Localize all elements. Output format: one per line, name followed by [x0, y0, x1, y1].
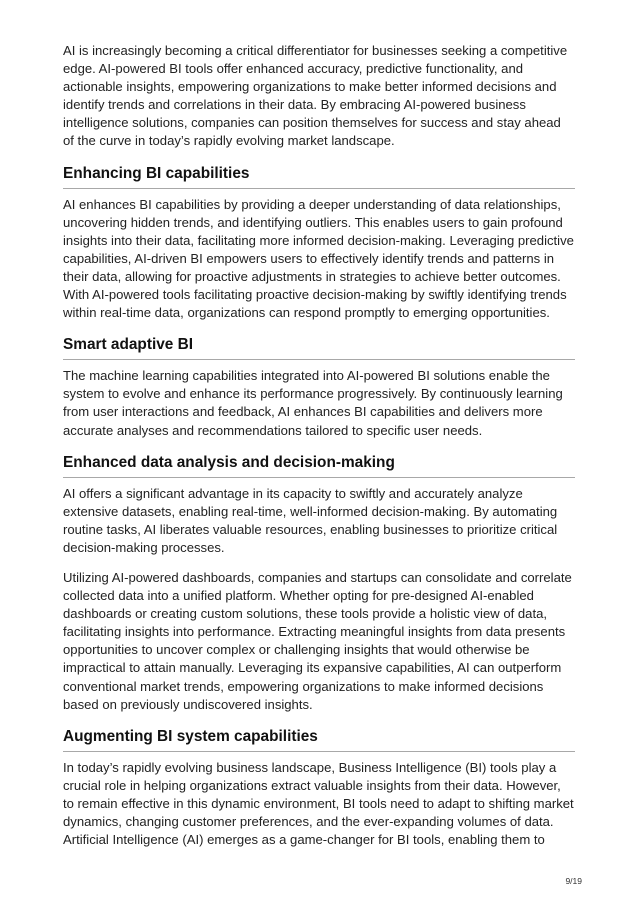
- section-paragraph: The machine learning capabilities integrated into AI-powered BI solutions enable the system to evolve and enhance its performance progressively. By continuously learning from user interactions and feedback, AI enhances BI capabilities and delivers more accurate analyses and recommendations tailored to specific user needs.: [63, 368, 563, 438]
- section-heading: Smart adaptive BI: [63, 335, 575, 360]
- section-enhancing-bi-capabilities: [63, 164, 575, 323]
- section-paragraph: Utilizing AI-powered dashboards, companies and startups can consolidate and correlate collected data into a unified platform. Whether opting for pre-designed AI-enabled dashboards or creating custom solutions, these tools provide a holistic view of data, facilitating insights into performance. Extracting meaningful insights from data presents opportunities to uncover complex or challenging insights that would otherwise be impractical to attain manually. Leveraging its expansive capabilities, AI can outperform conventional market trends, empowering organizations to make informed decisions based on previously undiscovered insights.: [63, 569, 572, 712]
- section-smart-adaptive-bi: [63, 335, 575, 439]
- document-page: [63, 42, 575, 849]
- intro-paragraph: AI is increasingly becoming a critical differentiator for businesses seeking a competitive edge. AI-powered BI tools offer enhanced accuracy, predictive functionality, and actionable insights, empowering organizations to make better informed decisions and identify trends and correlations in their data. By embracing AI-powered business intelligence solutions, companies can position themselves for success and stay ahead of the curve in today’s rapidly evolving market landscape.: [63, 43, 568, 149]
- section-paragraph: AI offers a significant advantage in its capacity to swiftly and accurately analyze extensive datasets, enabling real-time, well-informed decision-making. By automating routine tasks, AI liberates valuable resources, enabling businesses to prioritize critical decision-making processes.: [63, 485, 558, 555]
- section-heading: Augmenting BI system capabilities: [63, 727, 575, 752]
- section-augmenting-bi-system: [63, 727, 575, 849]
- section-paragraph: AI enhances BI capabilities by providing a deeper understanding of data relationships, uncovering hidden trends, and identifying outliers. This enables users to gain profound insights into their data, facilitating more informed decision-making. Leveraging predictive capabilities, AI-driven BI empowers users to effectively identify trends and patterns in their data, allowing for proactive adjustments in strategies to achieve better outcomes. With AI-powered tools facilitating proactive decision-making by swiftly identifying trends within real-time data, organizations can respond promptly to emerging opportunities.: [63, 196, 574, 321]
- section-heading: Enhanced data analysis and decision-making: [63, 453, 575, 478]
- page-number: 9/19: [565, 876, 582, 886]
- section-enhanced-data-analysis: [63, 453, 575, 714]
- section-paragraph: In today’s rapidly evolving business landscape, Business Intelligence (BI) tools play a crucial role in helping organizations extract valuable insights from their data. However, to remain effective in this dynamic environment, BI tools need to adapt to shifting market dynamics, changing customer preferences, and the ever-expanding volumes of data. Artificial Intelligence (AI) emerges as a game-changer for BI tools, enabling them to: [63, 759, 574, 848]
- section-heading: Enhancing BI capabilities: [63, 164, 575, 189]
